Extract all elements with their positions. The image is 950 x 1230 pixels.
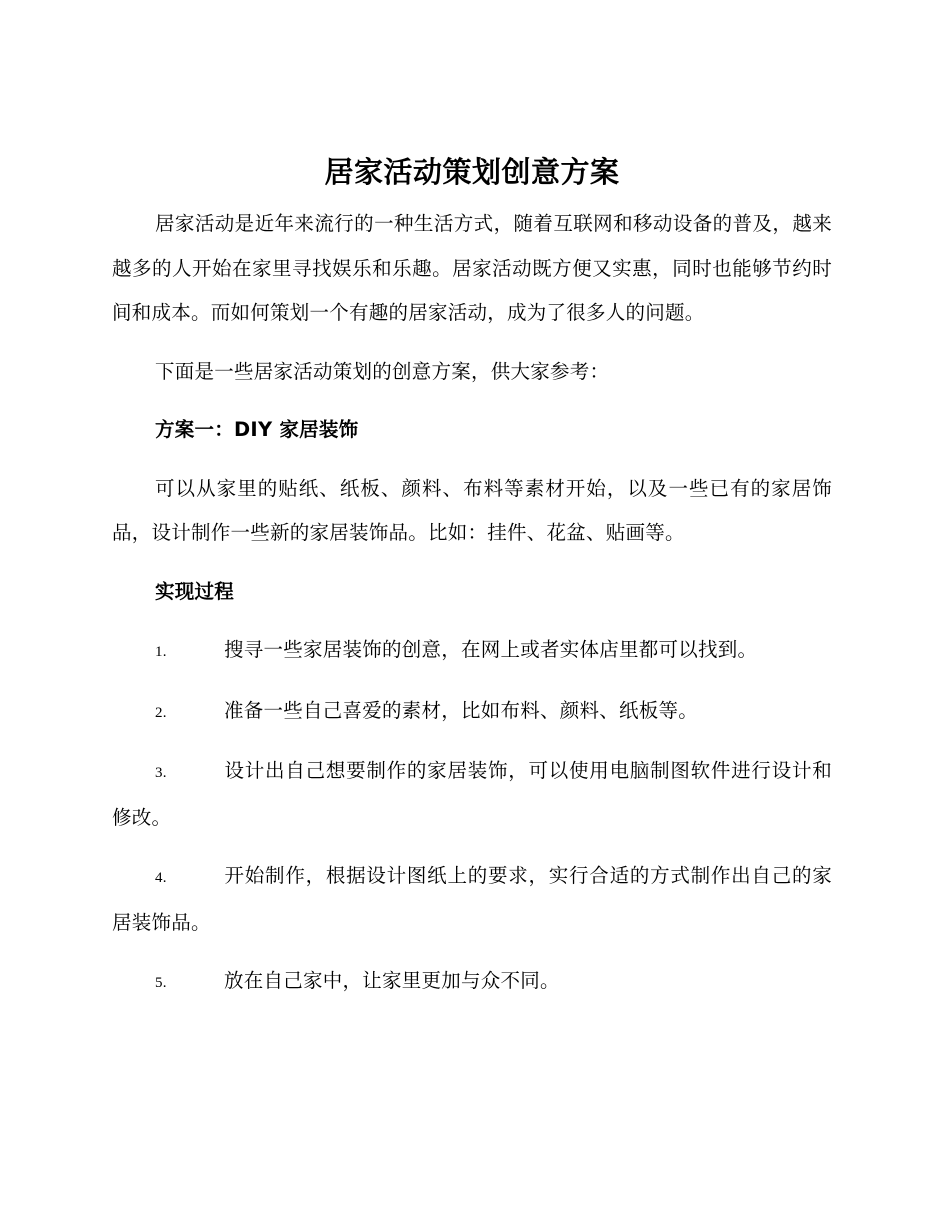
intro-paragraph: 居家活动是近年来流行的一种生活方式，随着互联网和移动设备的普及，越来越多的人开始在家里寻找娱乐和乐趣。居家活动既方便又实惠，同时也能够节约时间和成本。而如何策划一个有趣的居家活动，成为了很多人的问题。 <box>112 212 832 324</box>
list-item-number: 2. <box>155 704 167 721</box>
list-item-text: 放在自己家中，让家里更加与众不同。 <box>224 969 560 992</box>
list-item-number: 4. <box>155 870 167 886</box>
list-item-text: 设计出自己想要制作的家居装饰，可以使用电脑制图软件进行设计和修改。 <box>112 759 832 829</box>
list-item-number: 1. <box>155 644 167 660</box>
list-item <box>112 689 832 736</box>
list-item <box>112 959 832 1006</box>
list-item <box>112 628 832 675</box>
list-item-text: 开始制作，根据设计图纸上的要求，实行合适的方式制作出自己的家居装饰品。 <box>112 864 832 934</box>
process-heading: 实现过程 <box>155 579 235 603</box>
list-item <box>112 749 832 840</box>
list-item-text: 搜寻一些家居装饰的创意，在网上或者实体店里都可以找到。 <box>224 638 758 661</box>
list-item <box>112 854 832 945</box>
document-title: 居家活动策划创意方案 <box>324 155 620 189</box>
lead-paragraph: 下面是一些居家活动策划的创意方案，供大家参考： <box>155 359 610 383</box>
list-item-text: 准备一些自己喜爱的素材，比如布料、颜料、纸板等。 <box>224 698 699 722</box>
plan-one-description: 可以从家里的贴纸、纸板、颜料、布料等素材开始，以及一些已有的家居饰品，设计制作一些新的家居装饰品。比如：挂件、花盆、贴画等。 <box>112 476 832 544</box>
list-item-number: 5. <box>155 975 167 991</box>
list-item-number: 3. <box>155 765 167 781</box>
process-steps-list <box>112 628 832 1006</box>
document-body <box>112 150 832 1006</box>
plan-one-heading: 方案一：DIY 家居装饰 <box>155 418 359 441</box>
